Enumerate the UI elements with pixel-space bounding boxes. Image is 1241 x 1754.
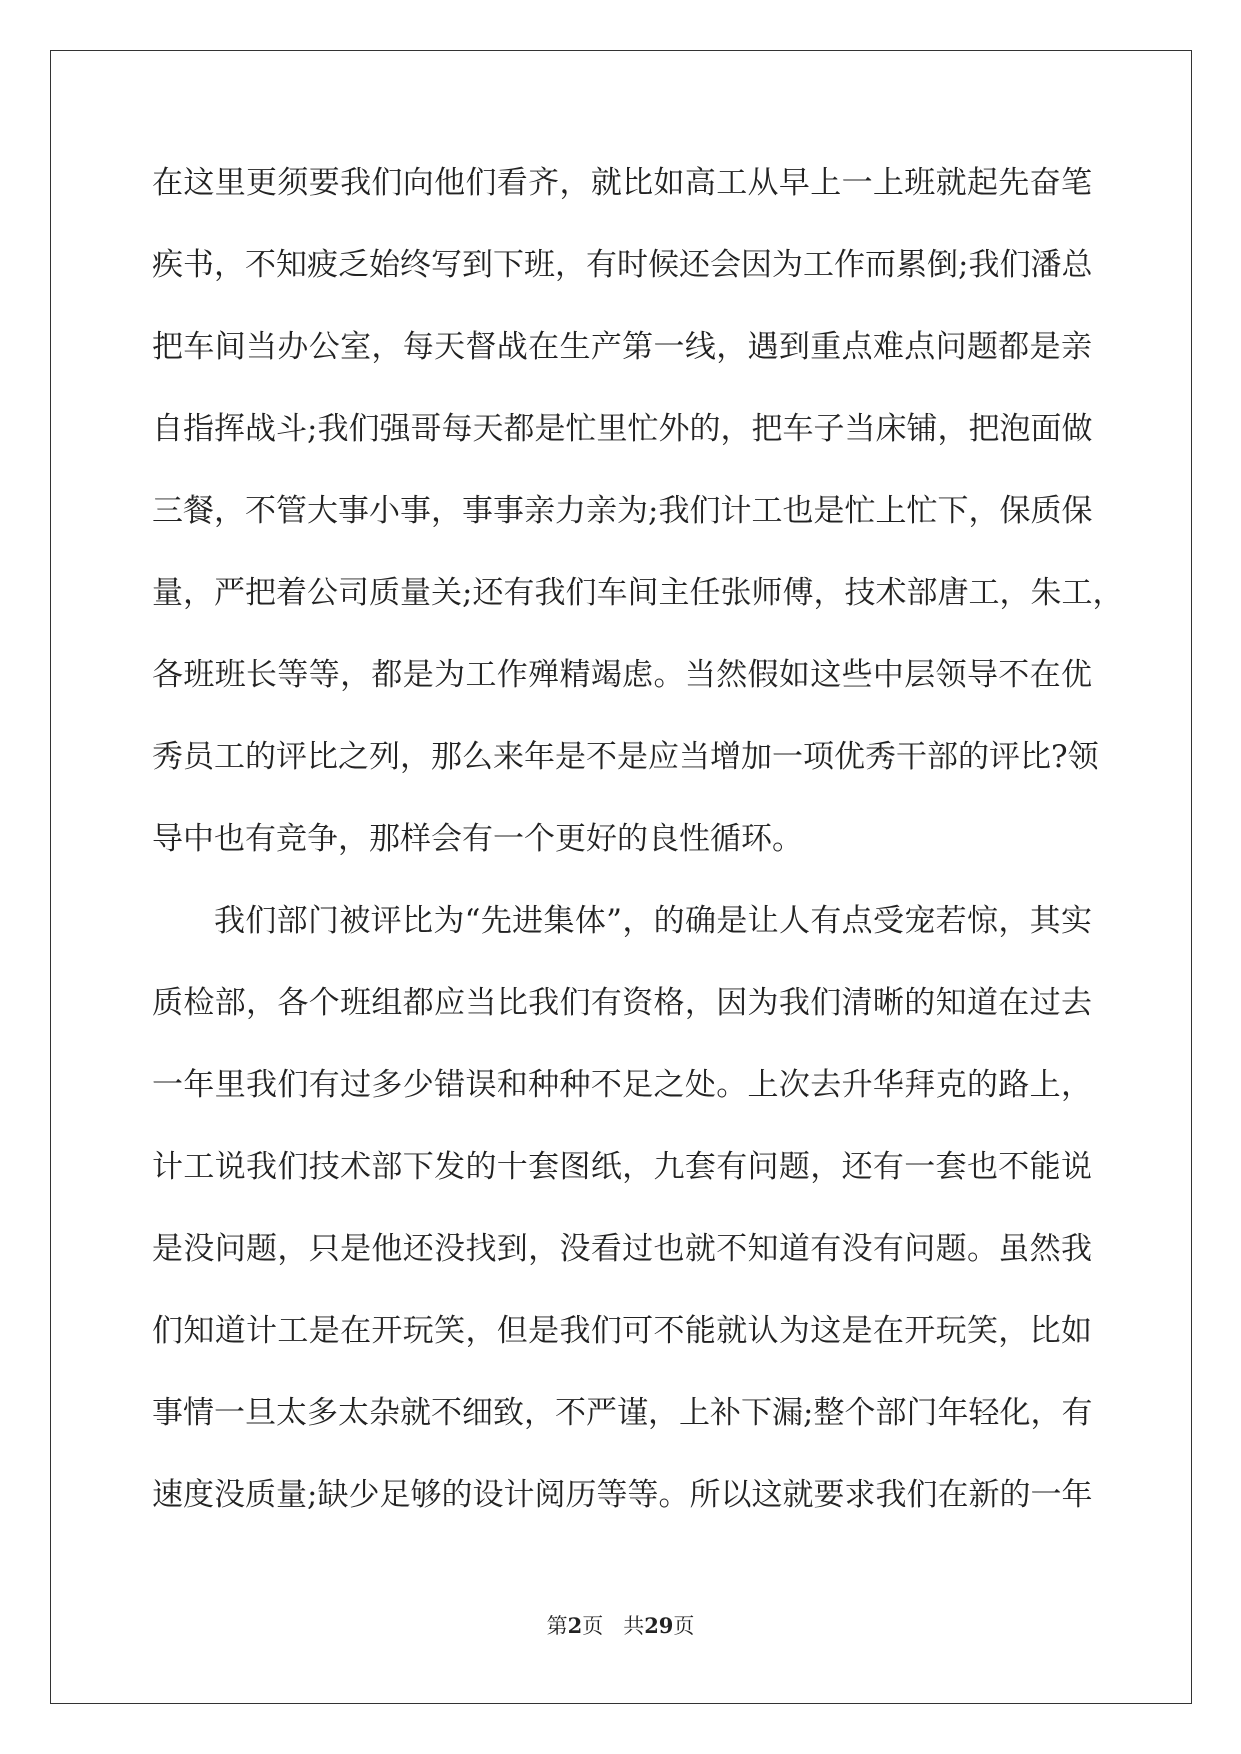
- text-line: 我们部门被评比为“先进集体”，的确是让人有点受宠若惊，其实: [214, 903, 1092, 939]
- text-line: 三餐，不管大事小事，事事亲力亲为;我们计工也是忙上忙下，保质保: [152, 493, 1093, 529]
- page-suffix: 页: [582, 1614, 604, 1638]
- text-line: 量，严把着公司质量关;还有我们车间主任张师傅，技术部唐工，朱工，: [152, 575, 1124, 611]
- text-line: 在这里更须要我们向他们看齐，就比如高工从早上一上班就起先奋笔: [152, 165, 1092, 201]
- text-line: 们知道计工是在开玩笑，但是我们可不能就认为这是在开玩笑，比如: [152, 1313, 1092, 1349]
- text-line: 计工说我们技术部下发的十套图纸，九套有问题，还有一套也不能说: [152, 1149, 1092, 1185]
- text-line: 速度没质量;缺少足够的设计阅历等等。所以这就要求我们在新的一年: [152, 1477, 1093, 1513]
- document-body: [152, 163, 1124, 1557]
- text-line: 自指挥战斗;我们强哥每天都是忙里忙外的，把车子当床铺，把泡面做: [152, 411, 1093, 447]
- total-pages: 29: [644, 1613, 674, 1638]
- text-line: 导中也有竞争，那样会有一个更好的良性循环。: [152, 821, 803, 857]
- text-line: 质检部，各个班组都应当比我们有资格，因为我们清晰的知道在过去: [152, 985, 1092, 1021]
- text-line: 一年里我们有过多少错误和种种不足之处。上次去升华拜克的路上，: [152, 1067, 1092, 1103]
- text-line: 事情一旦太多太杂就不细致，不严谨，上补下漏;整个部门年轻化，有: [152, 1395, 1093, 1431]
- page-footer: [0, 1612, 1241, 1640]
- text-line: 把车间当办公室，每天督战在生产第一线，遇到重点难点问题都是亲: [152, 329, 1092, 365]
- page-prefix: 第: [546, 1614, 568, 1638]
- total-suffix: 页: [673, 1614, 695, 1638]
- page-number: 2: [567, 1613, 583, 1638]
- total-prefix: 共: [623, 1614, 645, 1638]
- text-line: 秀员工的评比之列，那么来年是不是应当增加一项优秀干部的评比?领: [152, 739, 1099, 775]
- text-line: 疾书，不知疲乏始终写到下班，有时候还会因为工作而累倒;我们潘总: [152, 247, 1093, 283]
- text-line: 各班班长等等，都是为工作殚精竭虑。当然假如这些中层领导不在优: [152, 657, 1092, 693]
- text-line: 是没问题，只是他还没找到，没看过也就不知道有没有问题。虽然我: [152, 1231, 1092, 1267]
